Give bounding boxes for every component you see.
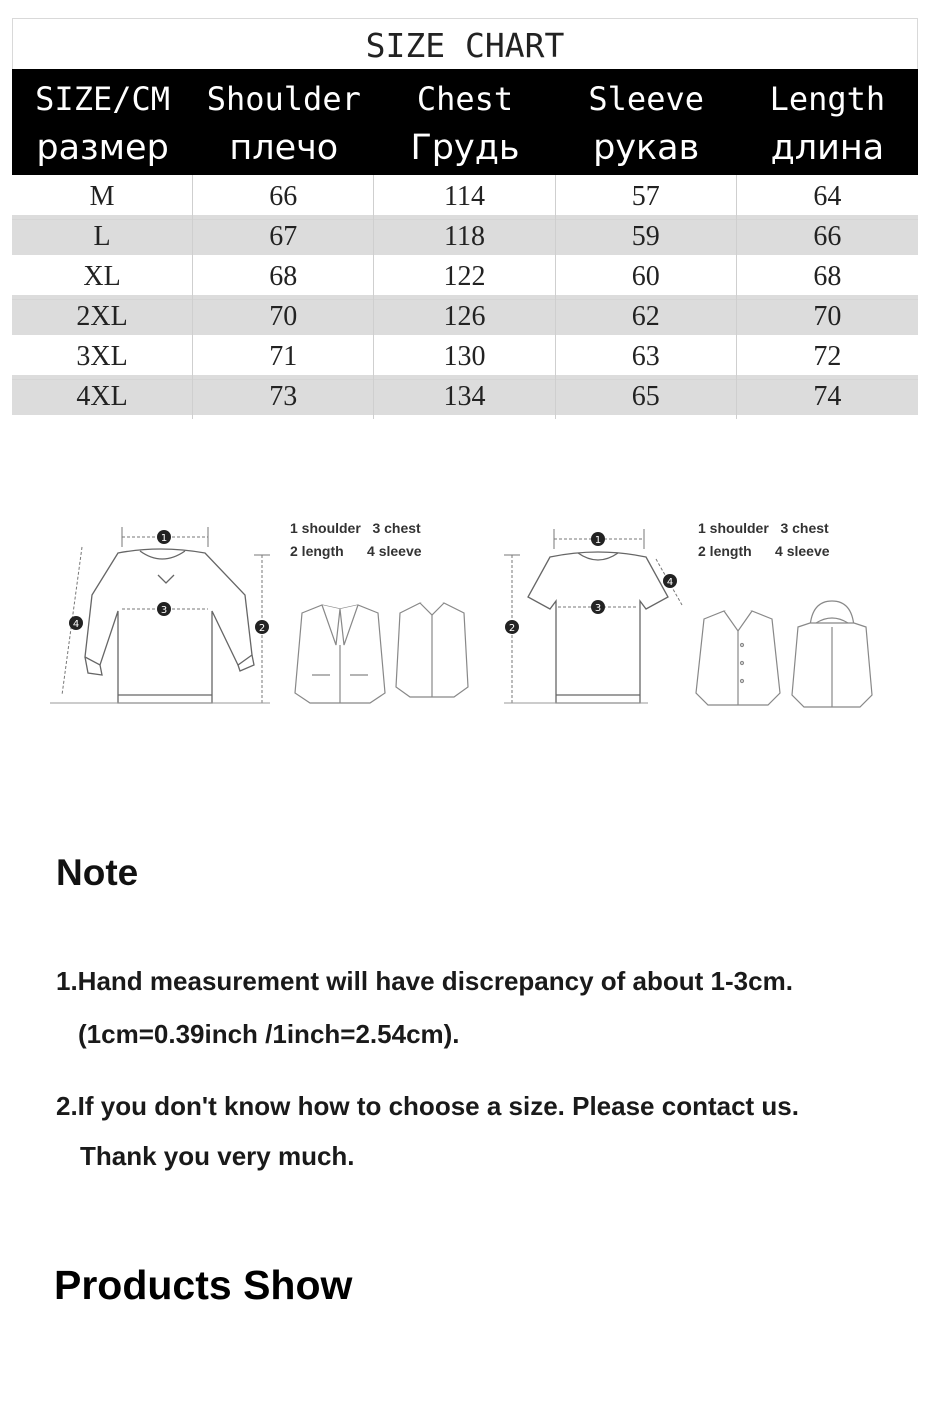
header-sleeve-en: Sleeve <box>588 80 704 118</box>
header-length <box>737 69 918 175</box>
note-title: Note <box>56 852 139 893</box>
table-row <box>12 255 918 295</box>
header-size-en: SIZE/CM <box>35 80 171 118</box>
legend-length: 2 length <box>290 543 344 559</box>
table-cell: 130 <box>374 335 555 380</box>
note-item-1-line-2: (1cm=0.39inch /1inch=2.54cm). <box>78 1019 460 1049</box>
sweatshirt-illustration <box>85 549 254 703</box>
table-cell: 71 <box>193 335 374 380</box>
marker-1 <box>591 532 605 546</box>
marker-3 <box>591 600 605 614</box>
table-cell: 118 <box>374 215 555 259</box>
header-size-ru: размер <box>36 128 169 168</box>
size-chart-table <box>12 18 918 415</box>
table-cell: 67 <box>193 215 374 259</box>
svg-text:2: 2 <box>508 623 516 634</box>
table-cell: 70 <box>813 301 842 332</box>
header-sleeve <box>556 69 737 175</box>
header-length-ru: длина <box>770 128 885 168</box>
table-row <box>12 215 918 255</box>
table-cell: 66 <box>813 221 842 252</box>
note-item-2-line-2: Thank you very much. <box>80 1141 355 1171</box>
header-size <box>12 69 193 175</box>
table-cell: 64 <box>737 175 918 220</box>
table-cell: 70 <box>193 295 374 339</box>
table-row <box>12 375 918 415</box>
legend-left-line1 <box>290 520 421 536</box>
svg-text:1: 1 <box>160 533 168 544</box>
size-chart-title: SIZE CHART <box>12 18 918 69</box>
header-chest <box>374 69 555 175</box>
table-cell: 68 <box>193 255 374 300</box>
legend-left-line2 <box>290 543 422 559</box>
header-shoulder <box>193 69 374 175</box>
zip-jacket-illustration <box>396 603 468 697</box>
legend-sleeve: 4 sleeve <box>367 543 422 559</box>
table-cell: 72 <box>737 335 918 380</box>
table-row <box>12 295 918 335</box>
table-cell: 62 <box>556 295 737 339</box>
svg-text:3: 3 <box>160 605 168 616</box>
legend-sleeve: 4 sleeve <box>775 543 830 559</box>
tshirt-measurement-diagram <box>498 515 928 715</box>
long-sleeve-measurement-diagram <box>40 515 470 715</box>
table-cell: 74 <box>813 381 842 412</box>
table-cell: 57 <box>556 175 737 220</box>
table-cell: XL <box>12 255 193 300</box>
table-cell: 68 <box>737 255 918 300</box>
shirt-illustration <box>696 611 780 705</box>
size-chart-header-row <box>12 69 918 175</box>
legend-chest: 3 chest <box>780 520 829 536</box>
legend-shoulder: 1 shoulder <box>698 520 769 536</box>
table-cell: 63 <box>556 335 737 380</box>
note-item-2-line-1: 2.If you don't know how to choose a size. Please contact us. <box>56 1091 799 1121</box>
hoodie-illustration <box>792 601 872 707</box>
marker-4 <box>69 616 83 630</box>
table-row <box>12 175 918 215</box>
blazer-illustration <box>295 605 385 703</box>
svg-text:2: 2 <box>258 623 266 634</box>
legend-shoulder: 1 shoulder <box>290 520 361 536</box>
table-cell: 4XL <box>12 375 193 419</box>
table-cell: 122 <box>374 255 555 300</box>
marker-4 <box>663 574 677 588</box>
tshirt-illustration <box>528 552 668 703</box>
note-item-1-line-1: 1.Hand measurement will have discrepancy of about 1-3cm. <box>56 966 793 996</box>
legend-right-line1 <box>698 520 829 536</box>
header-shoulder-ru: плечо <box>229 128 339 168</box>
legend-right-line2 <box>698 543 830 559</box>
table-cell: 134 <box>374 375 555 419</box>
table-cell: 59 <box>556 215 737 259</box>
table-cell: 3XL <box>12 335 193 380</box>
table-cell: 126 <box>374 295 555 339</box>
table-cell: L <box>12 215 193 259</box>
svg-text:4: 4 <box>72 619 80 630</box>
table-cell: 66 <box>193 175 374 220</box>
table-cell: 60 <box>556 255 737 300</box>
table-cell: 114 <box>374 175 555 220</box>
header-chest-ru: Грудь <box>410 128 520 168</box>
table-cell: M <box>12 175 193 220</box>
table-cell: 73 <box>193 375 374 419</box>
header-chest-en: Chest <box>416 80 514 118</box>
header-shoulder-en: Shoulder <box>206 80 361 118</box>
marker-1 <box>157 530 171 544</box>
svg-text:3: 3 <box>594 603 602 614</box>
svg-text:4: 4 <box>666 577 674 588</box>
svg-text:1: 1 <box>594 535 602 546</box>
marker-2 <box>505 620 519 634</box>
products-show-heading: Products Show <box>54 1262 353 1308</box>
header-length-en: Length <box>769 80 886 118</box>
marker-3 <box>157 602 171 616</box>
legend-length: 2 length <box>698 543 752 559</box>
legend-chest: 3 chest <box>372 520 421 536</box>
marker-2 <box>255 620 269 634</box>
table-row <box>12 335 918 375</box>
table-cell: 2XL <box>12 295 193 339</box>
header-sleeve-ru: рукав <box>593 128 700 168</box>
table-cell: 65 <box>556 375 737 419</box>
